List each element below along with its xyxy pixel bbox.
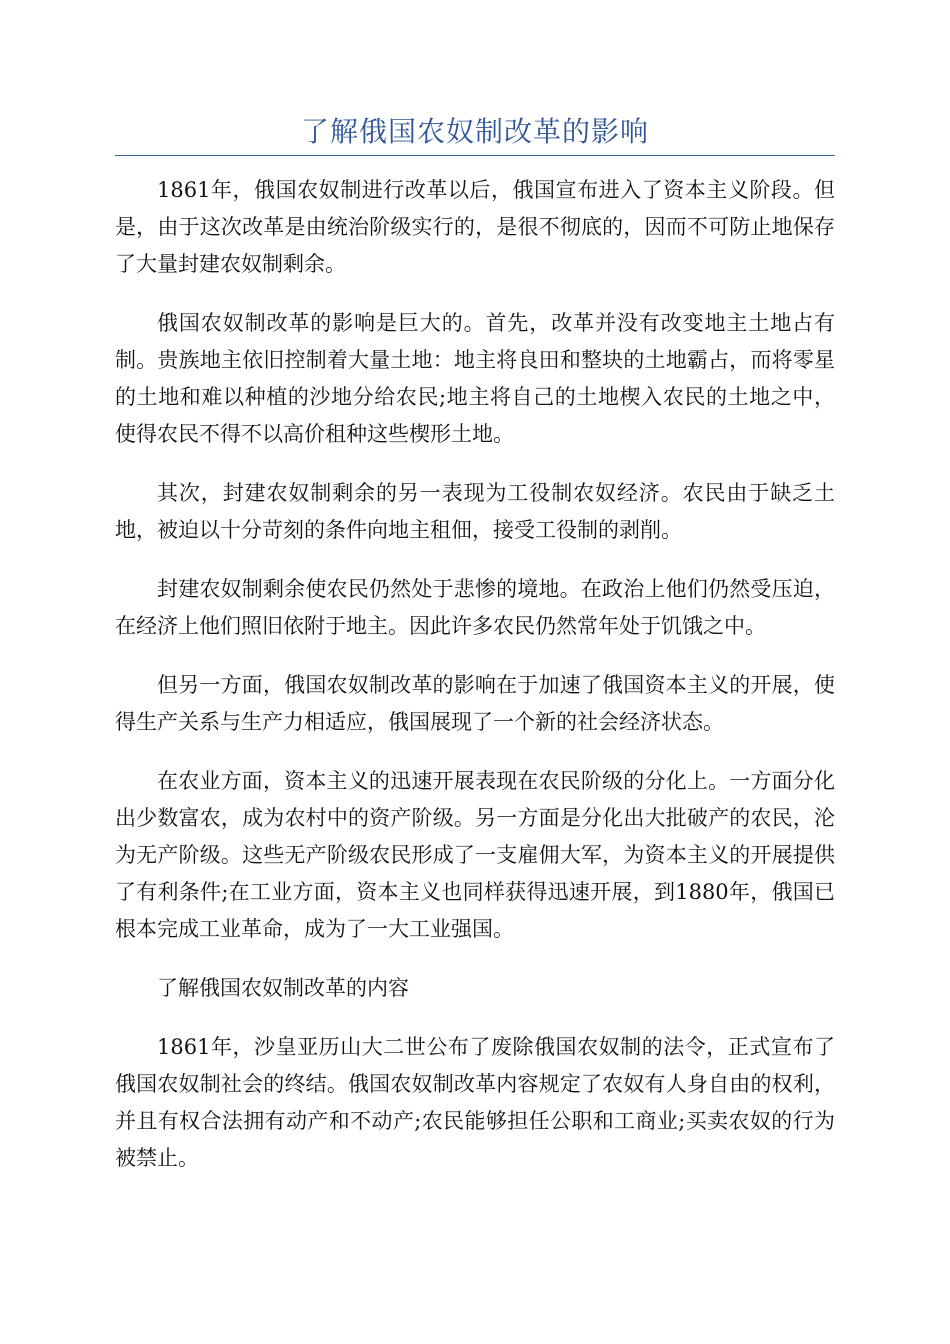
document-title: 了解俄国农奴制改革的影响 xyxy=(300,115,649,148)
paragraph-4: 封建农奴制剩余使农民仍然处于悲惨的境地。在政治上他们仍然受压迫，在经济上他们照旧依附于地主。因此许多农民仍然常年处于饥饿之中。 xyxy=(115,577,835,638)
paragraph-7: 1861年，沙皇亚历山大二世公布了废除俄国农奴制的法令，正式宣布了俄国农奴制社会的终结。俄国农奴制改革内容规定了农奴有人身自由的权利，并且有权合法拥有动产和不动产;农民能够担任公职和工商业;买卖农奴的行为被禁止。 xyxy=(115,1035,835,1170)
paragraph-1: 1861年，俄国农奴制进行改革以后，俄国宣布进入了资本主义阶段。但是，由于这次改革是由统治阶级实行的，是很不彻底的，因而不可防止地保存了大量封建农奴制剩余。 xyxy=(115,178,835,276)
paragraph-2: 俄国农奴制改革的影响是巨大的。首先，改革并没有改变地主土地占有制。贵族地主依旧控制着大量土地：地主将良田和整块的土地霸占，而将零星的土地和难以种植的沙地分给农民;地主将自己的土地楔入农民的土地之中，使得农民不得不以高价租种这些楔形土地。 xyxy=(115,311,835,446)
paragraph-3: 其次，封建农奴制剩余的另一表现为工役制农奴经济。农民由于缺乏土地，被迫以十分苛刻的条件向地主租佃，接受工役制的剥削。 xyxy=(115,481,835,542)
paragraph-5: 但另一方面，俄国农奴制改革的影响在于加速了俄国资本主义的开展，使得生产关系与生产力相适应，俄国展现了一个新的社会经济状态。 xyxy=(115,673,835,734)
document-body xyxy=(115,172,835,1199)
title-underline xyxy=(115,155,835,156)
paragraph-6: 在农业方面，资本主义的迅速开展表现在农民阶级的分化上。一方面分化出少数富农，成为农村中的资产阶级。另一方面是分化出大批破产的农民，沦为无产阶级。这些无产阶级农民形成了一支雇佣大军，为资本主义的开展提供了有利条件;在工业方面，资本主义也同样获得迅速开展，到1880年，俄国已根本完成工业革命，成为了一大工业强国。 xyxy=(115,769,835,941)
section-heading: 了解俄国农奴制改革的内容 xyxy=(157,976,409,1000)
